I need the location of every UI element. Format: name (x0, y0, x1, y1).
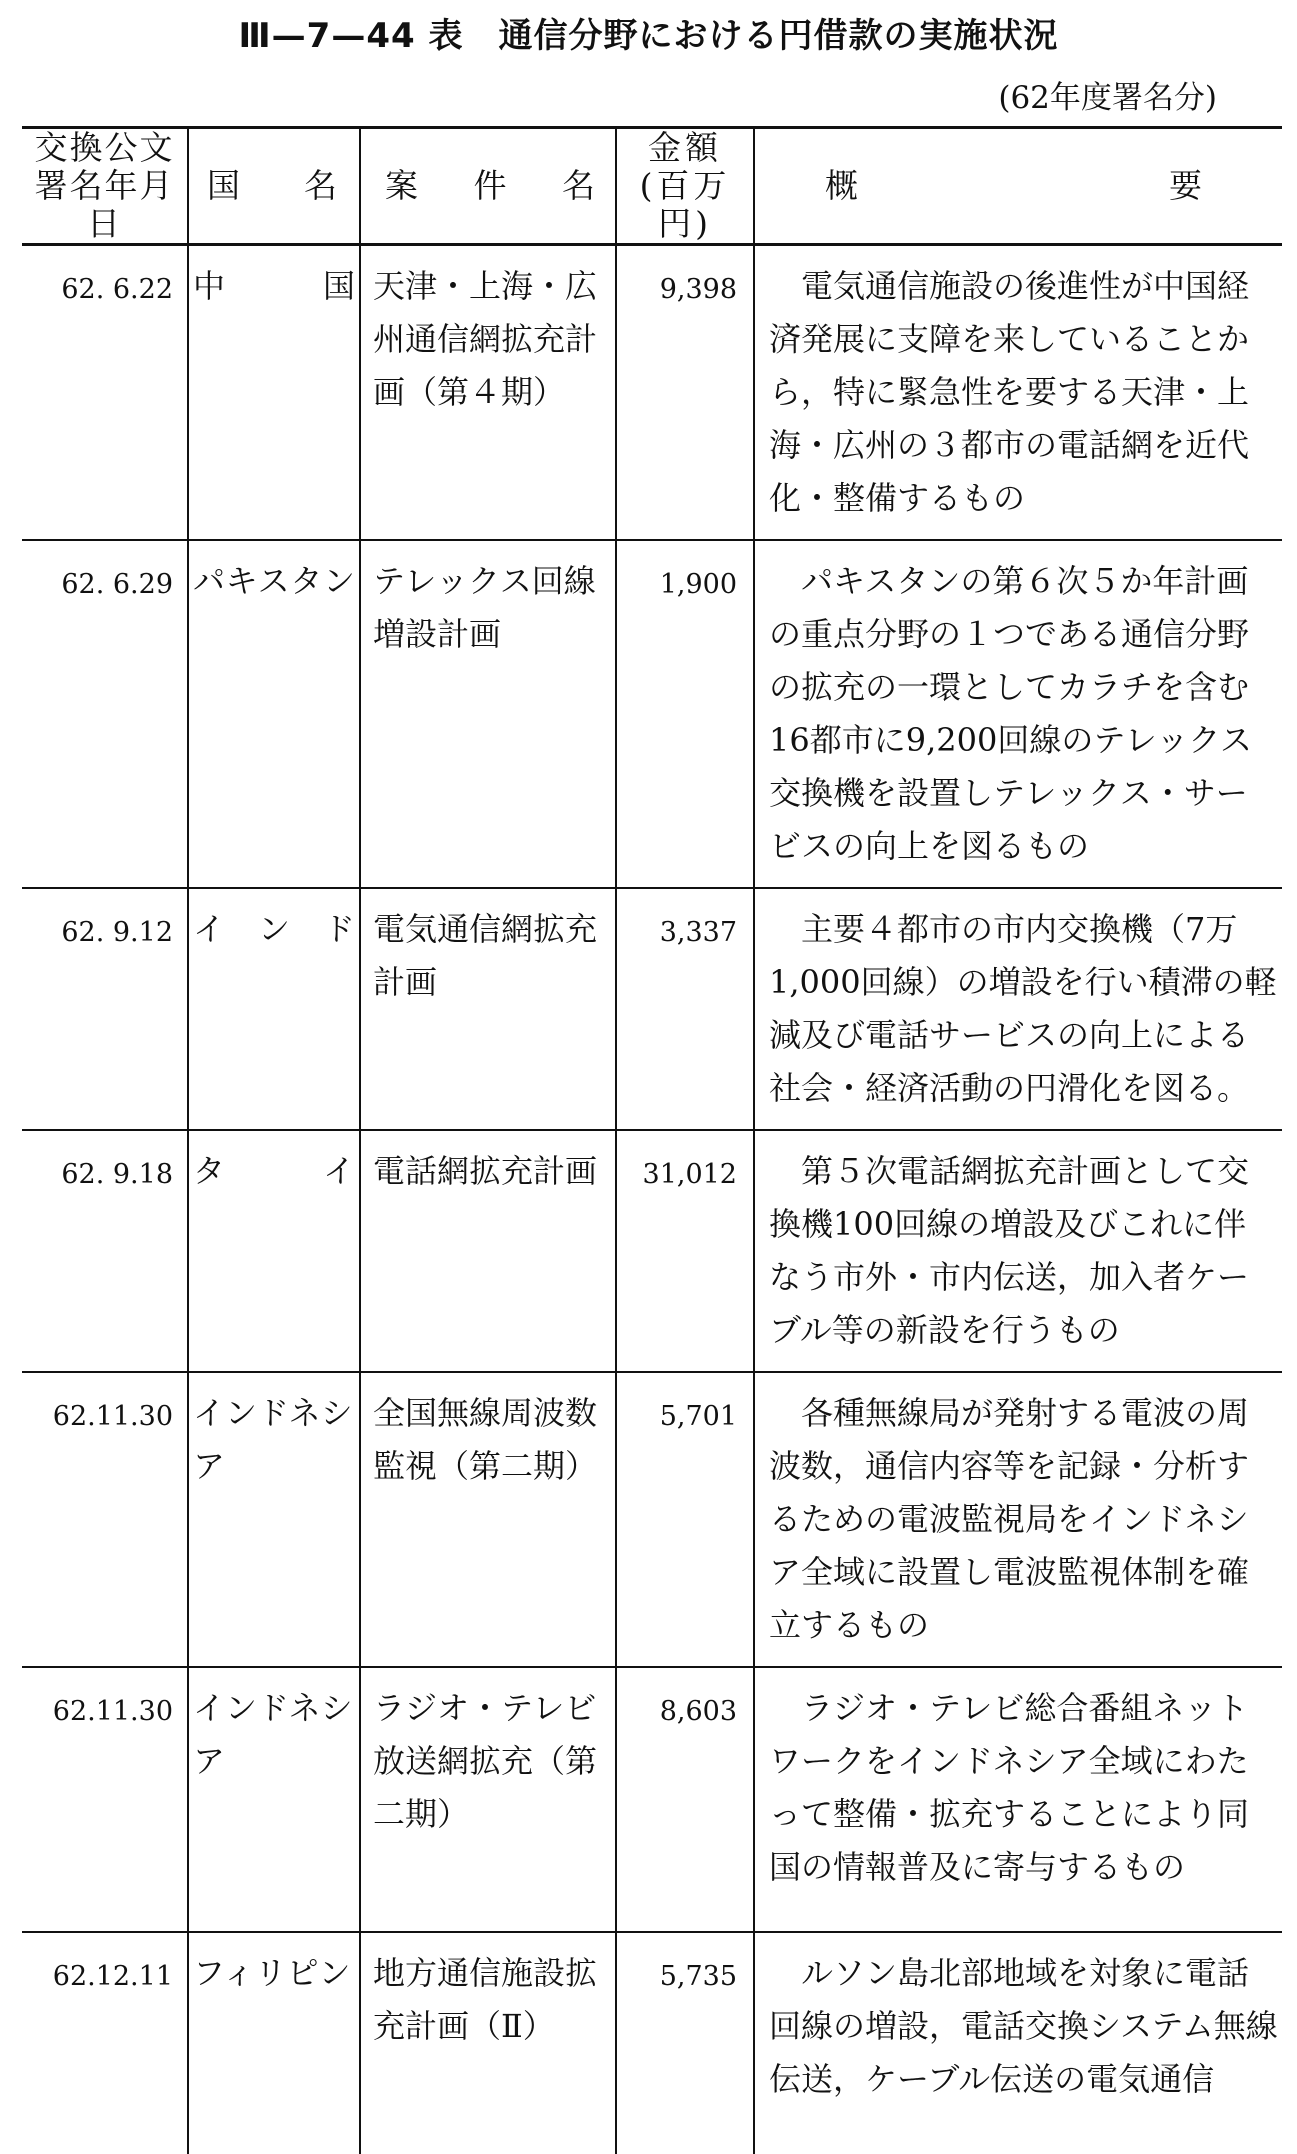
cell-country: インドネシア (188, 1372, 360, 1667)
cell-date: 62.12.11 (22, 1932, 188, 2154)
table-row (22, 1372, 1282, 1667)
table-header-row (22, 128, 1282, 245)
cell-summary: ルソン島北部地域を対象に電話回線の増設，電話交換システム無線伝送，ケーブル伝送の電気通信 (769, 1954, 1278, 2098)
cell-date: 62. 9.18 (22, 1130, 188, 1372)
table-row (22, 245, 1282, 541)
cell-date: 62. 6.22 (22, 245, 188, 541)
table-row (22, 1130, 1282, 1372)
cell-amount: 8,603 (616, 1667, 754, 1932)
cell-country: フィリピン (188, 1932, 360, 2154)
cell-project: 全国無線周波数監視（第二期） (360, 1372, 616, 1667)
page-title: Ⅲ—7—44 表 通信分野における円借款の実施状況 (238, 16, 1059, 56)
cell-amount: 5,701 (616, 1372, 754, 1667)
table-row (22, 540, 1282, 888)
cell-project: 電話網拡充計画 (360, 1130, 616, 1372)
cell-amount: 31,012 (616, 1130, 754, 1372)
page-subtitle: (62年度署名分) (998, 80, 1217, 116)
cell-amount: 1,900 (616, 540, 754, 888)
cell-project: 天津・上海・広州通信網拡充計画（第４期） (360, 245, 616, 541)
loan-table (22, 126, 1282, 2154)
table-row (22, 1667, 1282, 1932)
cell-summary: 第５次電話網拡充計画として交換機100回線の増設及びこれに伴なう市外・市内伝送，加入者ケーブル等の新設を行うもの (769, 1152, 1250, 1349)
header-amount-line1: 金額 (648, 128, 722, 167)
header-date-line1: 交換公文 (34, 128, 175, 167)
cell-project: 地方通信施設拡充計画（Ⅱ） (360, 1932, 616, 2154)
cell-summary: 電気通信施設の後進性が中国経済発展に支障を来していることから，特に緊急性を要する天津・上海・広州の３都市の電話網を近代化・整備するもの (769, 267, 1250, 517)
cell-date: 62.11.30 (22, 1372, 188, 1667)
cell-summary: 各種無線局が発射する電波の周波数，通信内容等を記録・分析するための電波監視局をインドネシア全域に設置し電波監視体制を確立するもの (769, 1394, 1250, 1644)
cell-summary: ラジオ・テレビ総合番組ネットワークをインドネシア全域にわたって整備・拡充することにより同国の情報普及に寄与するもの (769, 1689, 1250, 1886)
table-row (22, 888, 1282, 1130)
cell-country: インド (188, 888, 360, 1130)
cell-summary: パキスタンの第６次５か年計画の重点分野の１つである通信分野の拡充の一環としてカラチを含む16都市に9,200回線のテレックス交換機を設置しテレックス・サービスの向上を図るもの (769, 562, 1253, 865)
header-summary: 概要 (825, 166, 1202, 205)
cell-country: 中国 (188, 245, 360, 541)
cell-date: 62. 6.29 (22, 540, 188, 888)
cell-country: パキスタン (188, 540, 360, 888)
cell-summary: 主要４都市の市内交換機（7万1,000回線）の増設を行い積滞の軽減及び電話サービスの向上による社会・経済活動の円滑化を図る。 (769, 910, 1277, 1107)
cell-date: 62. 9.12 (22, 888, 188, 1130)
cell-country: インドネシア (188, 1667, 360, 1932)
header-country: 国名 (188, 128, 360, 245)
header-amount-line2: (百万円) (639, 166, 731, 243)
cell-project: テレックス回線増設計画 (360, 540, 616, 888)
header-amount (616, 128, 754, 245)
cell-amount: 3,337 (616, 888, 754, 1130)
cell-amount: 5,735 (616, 1932, 754, 2154)
cell-project: 電気通信網拡充計画 (360, 888, 616, 1130)
cell-country: タイ (188, 1130, 360, 1372)
cell-project: ラジオ・テレビ放送網拡充（第二期） (360, 1667, 616, 1932)
header-date (22, 128, 188, 245)
table-row (22, 1932, 1282, 2154)
header-project: 案件名 (360, 128, 616, 245)
header-date-line2: 署名年月日 (34, 166, 175, 243)
cell-date: 62.11.30 (22, 1667, 188, 1932)
loan-table-container (22, 126, 1282, 2154)
cell-amount: 9,398 (616, 245, 754, 541)
